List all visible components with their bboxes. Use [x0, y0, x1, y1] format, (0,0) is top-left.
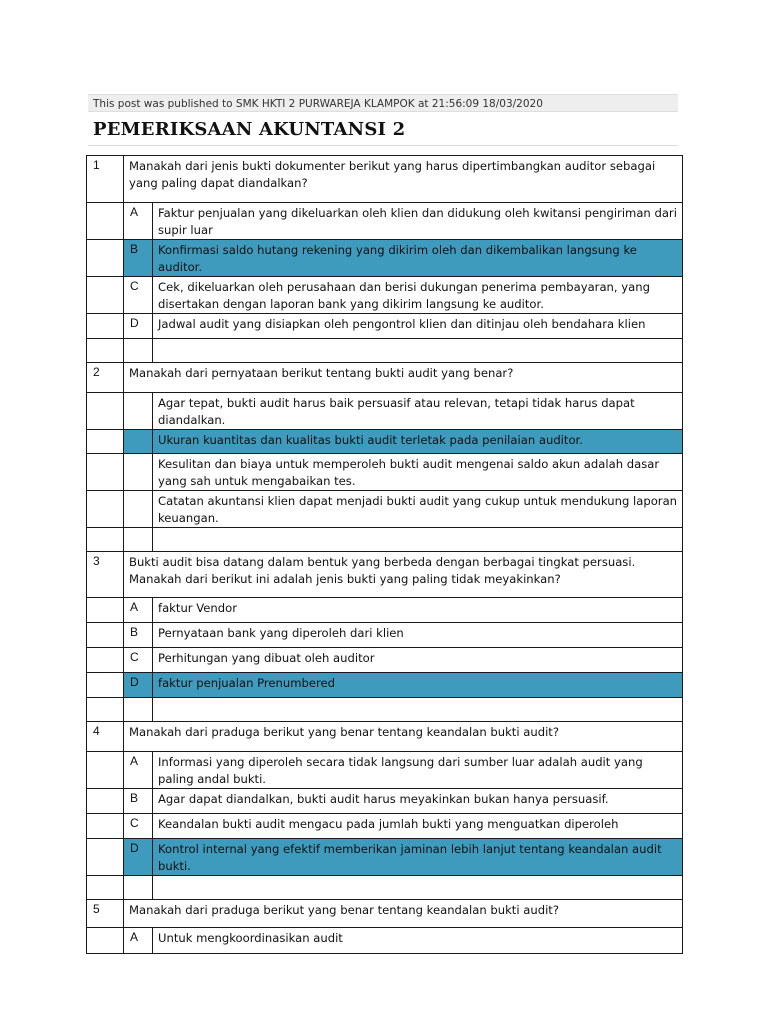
question-text: Manakah dari pernyataan berikut tentang bukti audit yang benar?	[124, 363, 683, 393]
option-letter: C	[124, 814, 153, 839]
option-letter: B	[124, 623, 153, 648]
blank-cell	[153, 698, 683, 722]
option-text: Kontrol internal yang efektif memberikan jaminan lebih lanjut tentang keandalan audit bukti.	[153, 839, 683, 876]
question-row	[87, 552, 683, 598]
option-text: Untuk mengkoordinasikan audit	[153, 928, 683, 954]
option-spacer	[87, 839, 124, 876]
question-row	[87, 156, 683, 203]
option-letter: A	[124, 203, 153, 240]
answer-option-row[interactable]	[87, 454, 683, 491]
blank-cell	[153, 339, 683, 363]
blank-cell	[87, 528, 124, 552]
blank-row	[87, 528, 683, 552]
option-spacer	[87, 752, 124, 789]
answer-option-row[interactable]	[87, 814, 683, 839]
option-letter	[124, 393, 153, 430]
question-row	[87, 363, 683, 393]
answer-option-row[interactable]	[87, 314, 683, 339]
option-letter: B	[124, 240, 153, 277]
post-info-bar: This post was published to SMK HKTI 2 PURWAREJA KLAMPOK at 21:56:09 18/03/2020	[88, 94, 678, 112]
option-text: Agar tepat, bukti audit harus baik persuasif atau relevan, tetapi tidak harus dapat diandalkan.	[153, 393, 683, 430]
option-text: Informasi yang diperoleh secara tidak langsung dari sumber luar adalah audit yang paling andal bukti.	[153, 752, 683, 789]
blank-cell	[124, 698, 153, 722]
answer-option-row[interactable]	[87, 839, 683, 876]
question-row	[87, 722, 683, 752]
option-spacer	[87, 454, 124, 491]
question-text: Bukti audit bisa datang dalam bentuk yang berbeda dengan berbagai tingkat persuasi. Manakah dari berikut ini adalah jenis bukti yang paling tidak meyakinkan?	[124, 552, 683, 598]
answer-option-row[interactable]	[87, 491, 683, 528]
option-text: Pernyataan bank yang diperoleh dari klien	[153, 623, 683, 648]
option-spacer	[87, 491, 124, 528]
answer-option-row[interactable]	[87, 648, 683, 673]
option-spacer	[87, 648, 124, 673]
option-text: Faktur penjualan yang dikeluarkan oleh klien dan didukung oleh kwitansi pengiriman dari supir luar	[153, 203, 683, 240]
question-number: 5	[87, 900, 124, 928]
question-number: 3	[87, 552, 124, 598]
option-spacer	[87, 203, 124, 240]
option-letter	[124, 454, 153, 491]
option-text: faktur Vendor	[153, 598, 683, 623]
option-spacer	[87, 314, 124, 339]
option-text: faktur penjualan Prenumbered	[153, 673, 683, 698]
option-letter: A	[124, 928, 153, 954]
question-text: Manakah dari praduga berikut yang benar tentang keandalan bukti audit?	[124, 900, 683, 928]
option-spacer	[87, 430, 124, 454]
answer-option-row[interactable]	[87, 598, 683, 623]
option-letter: D	[124, 673, 153, 698]
option-spacer	[87, 673, 124, 698]
option-spacer	[87, 393, 124, 430]
option-spacer	[87, 240, 124, 277]
option-letter: D	[124, 314, 153, 339]
answer-option-row[interactable]	[87, 752, 683, 789]
option-letter: B	[124, 789, 153, 814]
answer-option-row[interactable]	[87, 240, 683, 277]
blank-cell	[124, 339, 153, 363]
option-letter: C	[124, 277, 153, 314]
option-text: Catatan akuntansi klien dapat menjadi bukti audit yang cukup untuk mendukung laporan keuangan.	[153, 491, 683, 528]
option-text: Keandalan bukti audit mengacu pada jumlah bukti yang menguatkan diperoleh	[153, 814, 683, 839]
answer-option-row[interactable]	[87, 623, 683, 648]
option-spacer	[87, 928, 124, 954]
option-text: Agar dapat diandalkan, bukti audit harus meyakinkan bukan hanya persuasif.	[153, 789, 683, 814]
answer-option-row[interactable]	[87, 203, 683, 240]
blank-row	[87, 876, 683, 900]
answer-option-row[interactable]	[87, 277, 683, 314]
question-row	[87, 900, 683, 928]
option-text: Konfirmasi saldo hutang rekening yang dikirim oleh dan dikembalikan langsung ke auditor.	[153, 240, 683, 277]
quiz-table	[86, 155, 683, 954]
option-spacer	[87, 789, 124, 814]
blank-cell	[153, 876, 683, 900]
question-number: 1	[87, 156, 124, 203]
answer-option-row[interactable]	[87, 673, 683, 698]
answer-option-row[interactable]	[87, 430, 683, 454]
page-title: PEMERIKSAAN AKUNTANSI 2	[93, 119, 406, 140]
option-letter: A	[124, 752, 153, 789]
option-spacer	[87, 623, 124, 648]
option-spacer	[87, 814, 124, 839]
option-letter	[124, 430, 153, 454]
option-text: Cek, dikeluarkan oleh perusahaan dan berisi dukungan penerima pembayaran, yang disertakan dengan laporan bank yang dikirim langsung ke auditor.	[153, 277, 683, 314]
answer-option-row[interactable]	[87, 789, 683, 814]
blank-row	[87, 698, 683, 722]
option-text: Jadwal audit yang disiapkan oleh pengontrol klien dan ditinjau oleh bendahara klien	[153, 314, 683, 339]
blank-cell	[87, 698, 124, 722]
blank-cell	[124, 876, 153, 900]
option-letter: D	[124, 839, 153, 876]
question-number: 4	[87, 722, 124, 752]
question-text: Manakah dari jenis bukti dokumenter berikut yang harus dipertimbangkan auditor sebagai yang paling dapat diandalkan?	[124, 156, 683, 203]
answer-option-row[interactable]	[87, 928, 683, 954]
option-letter	[124, 491, 153, 528]
option-letter: A	[124, 598, 153, 623]
option-text: Kesulitan dan biaya untuk memperoleh bukti audit mengenai saldo akun adalah dasar yang sah untuk mengabaikan tes.	[153, 454, 683, 491]
blank-cell	[87, 339, 124, 363]
option-text: Ukuran kuantitas dan kualitas bukti audit terletak pada penilaian auditor.	[153, 430, 683, 454]
blank-cell	[87, 876, 124, 900]
blank-row	[87, 339, 683, 363]
option-spacer	[87, 277, 124, 314]
option-text: Perhitungan yang dibuat oleh auditor	[153, 648, 683, 673]
title-divider	[88, 145, 678, 146]
question-number: 2	[87, 363, 124, 393]
question-text: Manakah dari praduga berikut yang benar tentang keandalan bukti audit?	[124, 722, 683, 752]
option-spacer	[87, 598, 124, 623]
blank-cell	[124, 528, 153, 552]
option-letter: C	[124, 648, 153, 673]
answer-option-row[interactable]	[87, 393, 683, 430]
blank-cell	[153, 528, 683, 552]
